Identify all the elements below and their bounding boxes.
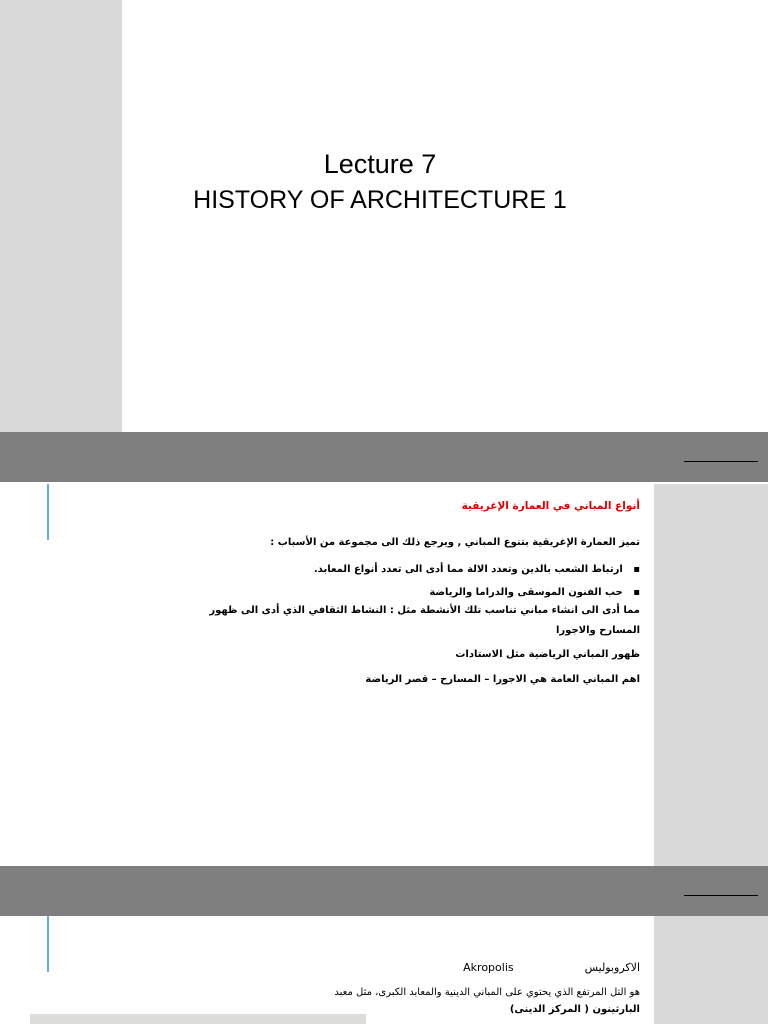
section-divider-1 (0, 432, 768, 482)
result-line-2: المسارح والاجورا (555, 625, 640, 636)
bullet-item: ▪ حب الفنون الموسقى والدراما والرياضة (429, 587, 640, 598)
right-gray-band (654, 484, 768, 866)
greek-buildings-slide (0, 484, 768, 866)
result-line-1: مما أدى الى انشاء مباني تناسب تلك الأنشطة مثل : النشاط الثقافي الذي أدى الى ظهور (209, 605, 640, 616)
acropolis-photo (30, 1014, 366, 1024)
bullet-marker: ▪ (633, 564, 640, 575)
accent-line (47, 916, 49, 972)
accent-line (47, 484, 49, 540)
title-block (130, 146, 630, 218)
acropolis-name-ar: الاكروبوليس (584, 961, 640, 974)
acropolis-name-en: Akropolis (463, 961, 514, 974)
divider-dash (684, 895, 758, 896)
public-buildings-text: اهم المباني العامة هي الاجورا – المسارح – قصر الرياضة (365, 674, 640, 685)
course-title: HISTORY OF ARCHITECTURE 1 (193, 186, 567, 214)
sports-buildings-text: ظهور المباني الرياضية مثل الاستادات (455, 649, 640, 660)
acropolis-slide (0, 916, 768, 1024)
bullet-marker: ▪ (633, 587, 640, 598)
acropolis-description: هو التل المرتفع الذي يحتوي على المباني الدينية والمعابد الكبرى، مثل معبد (334, 987, 640, 998)
title-slide (0, 0, 768, 432)
section-divider-2 (0, 866, 768, 916)
right-gray-band (654, 916, 768, 1024)
bullet-item: ▪ ارتباط الشعب بالدين وتعدد الالة مما أدى الى تعدد أنواع المعابد. (313, 564, 640, 575)
left-gray-band (0, 0, 122, 432)
divider-dash (684, 461, 758, 462)
intro-text: تميز العمارة الإغريقية بتنوع المباني , ويرجع ذلك الى مجموعة من الأسباب : (270, 537, 640, 548)
parthenon-text: البارثينون ( المركز الدينى) (509, 1004, 640, 1015)
lecture-number: Lecture 7 (323, 149, 437, 179)
acropolis-title (80, 961, 640, 974)
section-heading: أنواع المباني في العمارة الإغريقية (461, 500, 640, 512)
